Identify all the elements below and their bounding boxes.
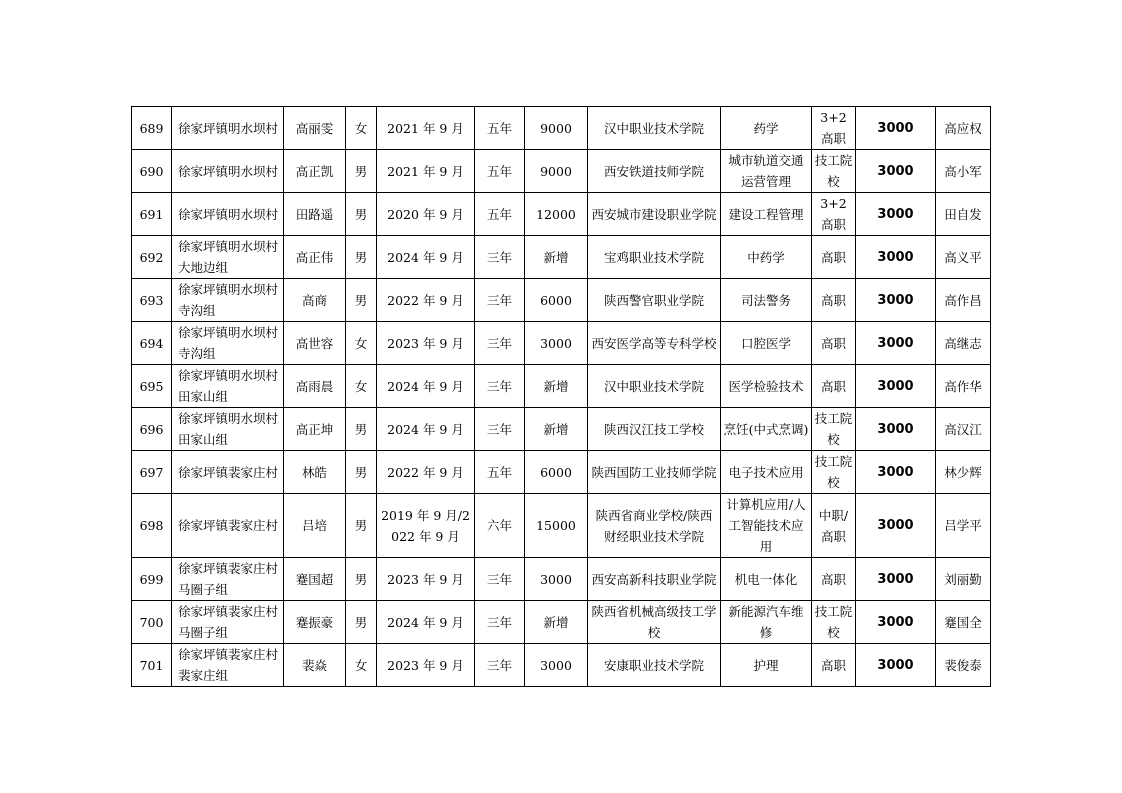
fee-cell: 9000: [525, 150, 588, 193]
gender-cell: 女: [346, 644, 377, 687]
table-body: [132, 107, 991, 687]
study-length-cell: 三年: [475, 236, 525, 279]
study-length-cell: 六年: [475, 494, 525, 558]
subsidy-amount-cell: 3000: [856, 365, 936, 408]
school-cell: 陕西国防工业技师学院: [588, 451, 721, 494]
address-cell: 徐家坪镇裴家庄村: [172, 494, 284, 558]
enrollment-date-cell: 2024 年 9 月: [377, 408, 475, 451]
enrollment-date-cell: 2023 年 9 月: [377, 644, 475, 687]
subsidy-amount-cell: 3000: [856, 408, 936, 451]
row-number-cell: 698: [132, 494, 172, 558]
table-row: [132, 494, 991, 558]
gender-cell: 女: [346, 322, 377, 365]
fee-cell: 6000: [525, 279, 588, 322]
major-cell: 建设工程管理: [721, 193, 812, 236]
level-cell: 技工院校: [812, 150, 856, 193]
address-cell: 徐家坪镇裴家庄村马圈子组: [172, 601, 284, 644]
row-number-cell: 697: [132, 451, 172, 494]
row-number-cell: 696: [132, 408, 172, 451]
school-cell: 汉中职业技术学院: [588, 107, 721, 150]
guardian-cell: 刘丽勤: [936, 558, 991, 601]
subsidy-amount-cell: 3000: [856, 279, 936, 322]
enrollment-date-cell: 2023 年 9 月: [377, 322, 475, 365]
student-name-cell: 田路遥: [284, 193, 346, 236]
enrollment-date-cell: 2024 年 9 月: [377, 236, 475, 279]
row-number-cell: 695: [132, 365, 172, 408]
row-number-cell: 694: [132, 322, 172, 365]
fee-cell: 3000: [525, 558, 588, 601]
fee-cell: 新增: [525, 365, 588, 408]
gender-cell: 女: [346, 365, 377, 408]
level-cell: 高职: [812, 279, 856, 322]
gender-cell: 男: [346, 193, 377, 236]
student-name-cell: 高雨晨: [284, 365, 346, 408]
address-cell: 徐家坪镇明水坝村田家山组: [172, 365, 284, 408]
row-number-cell: 700: [132, 601, 172, 644]
school-cell: 汉中职业技术学院: [588, 365, 721, 408]
school-cell: 陕西汉江技工学校: [588, 408, 721, 451]
school-cell: 西安医学高等专科学校: [588, 322, 721, 365]
student-name-cell: 蹇国超: [284, 558, 346, 601]
student-name-cell: 高正伟: [284, 236, 346, 279]
subsidy-amount-cell: 3000: [856, 236, 936, 279]
guardian-cell: 高小军: [936, 150, 991, 193]
student-name-cell: 林皓: [284, 451, 346, 494]
table-row: [132, 107, 991, 150]
row-number-cell: 699: [132, 558, 172, 601]
guardian-cell: 高应权: [936, 107, 991, 150]
table-row: [132, 644, 991, 687]
major-cell: 司法警务: [721, 279, 812, 322]
guardian-cell: 吕学平: [936, 494, 991, 558]
address-cell: 徐家坪镇明水坝村寺沟组: [172, 322, 284, 365]
enrollment-date-cell: 2023 年 9 月: [377, 558, 475, 601]
guardian-cell: 高作昌: [936, 279, 991, 322]
gender-cell: 男: [346, 236, 377, 279]
fee-cell: 新增: [525, 601, 588, 644]
study-length-cell: 三年: [475, 601, 525, 644]
address-cell: 徐家坪镇裴家庄村: [172, 451, 284, 494]
enrollment-date-cell: 2024 年 9 月: [377, 601, 475, 644]
school-cell: 陕西省商业学校/陕西财经职业技术学院: [588, 494, 721, 558]
guardian-cell: 高继志: [936, 322, 991, 365]
enrollment-date-cell: 2022 年 9 月: [377, 279, 475, 322]
study-length-cell: 五年: [475, 150, 525, 193]
school-cell: 西安城市建设职业学院: [588, 193, 721, 236]
row-number-cell: 692: [132, 236, 172, 279]
table-row: [132, 279, 991, 322]
student-name-cell: 高正凯: [284, 150, 346, 193]
enrollment-date-cell: 2021 年 9 月: [377, 150, 475, 193]
major-cell: 城市轨道交通运营管理: [721, 150, 812, 193]
gender-cell: 男: [346, 494, 377, 558]
gender-cell: 女: [346, 107, 377, 150]
table-row: [132, 365, 991, 408]
major-cell: 医学检验技术: [721, 365, 812, 408]
subsidy-amount-cell: 3000: [856, 644, 936, 687]
study-length-cell: 三年: [475, 408, 525, 451]
major-cell: 烹饪(中式烹调): [721, 408, 812, 451]
subsidy-amount-cell: 3000: [856, 451, 936, 494]
major-cell: 药学: [721, 107, 812, 150]
major-cell: 新能源汽车维修: [721, 601, 812, 644]
address-cell: 徐家坪镇明水坝村: [172, 107, 284, 150]
guardian-cell: 裴俊泰: [936, 644, 991, 687]
major-cell: 中药学: [721, 236, 812, 279]
school-cell: 陕西省机械高级技工学校: [588, 601, 721, 644]
table-row: [132, 408, 991, 451]
address-cell: 徐家坪镇明水坝村寺沟组: [172, 279, 284, 322]
fee-cell: 6000: [525, 451, 588, 494]
subsidy-amount-cell: 3000: [856, 601, 936, 644]
major-cell: 电子技术应用: [721, 451, 812, 494]
enrollment-date-cell: 2024 年 9 月: [377, 365, 475, 408]
fee-cell: 3000: [525, 322, 588, 365]
level-cell: 高职: [812, 322, 856, 365]
guardian-cell: 田自发: [936, 193, 991, 236]
table-row: [132, 451, 991, 494]
address-cell: 徐家坪镇裴家庄村裴家庄组: [172, 644, 284, 687]
level-cell: 高职: [812, 644, 856, 687]
student-name-cell: 蹇振豪: [284, 601, 346, 644]
address-cell: 徐家坪镇裴家庄村马圈子组: [172, 558, 284, 601]
school-cell: 安康职业技术学院: [588, 644, 721, 687]
fee-cell: 15000: [525, 494, 588, 558]
table-row: [132, 558, 991, 601]
major-cell: 机电一体化: [721, 558, 812, 601]
table-row: [132, 150, 991, 193]
study-length-cell: 三年: [475, 322, 525, 365]
fee-cell: 3000: [525, 644, 588, 687]
row-number-cell: 689: [132, 107, 172, 150]
guardian-cell: 蹇国全: [936, 601, 991, 644]
address-cell: 徐家坪镇明水坝村: [172, 193, 284, 236]
guardian-cell: 高作华: [936, 365, 991, 408]
level-cell: 高职: [812, 558, 856, 601]
study-length-cell: 三年: [475, 644, 525, 687]
gender-cell: 男: [346, 451, 377, 494]
level-cell: 3+2 高职: [812, 193, 856, 236]
table-row: [132, 236, 991, 279]
level-cell: 中职/高职: [812, 494, 856, 558]
row-number-cell: 691: [132, 193, 172, 236]
guardian-cell: 高汉江: [936, 408, 991, 451]
gender-cell: 男: [346, 279, 377, 322]
table-row: [132, 601, 991, 644]
level-cell: 技工院校: [812, 451, 856, 494]
fee-cell: 12000: [525, 193, 588, 236]
enrollment-date-cell: 2019 年 9 月/2022 年 9 月: [377, 494, 475, 558]
study-length-cell: 三年: [475, 365, 525, 408]
table-row: [132, 193, 991, 236]
gender-cell: 男: [346, 150, 377, 193]
school-cell: 西安铁道技师学院: [588, 150, 721, 193]
subsidy-amount-cell: 3000: [856, 107, 936, 150]
major-cell: 口腔医学: [721, 322, 812, 365]
enrollment-date-cell: 2021 年 9 月: [377, 107, 475, 150]
table-row: [132, 322, 991, 365]
address-cell: 徐家坪镇明水坝村大地边组: [172, 236, 284, 279]
major-cell: 计算机应用/人工智能技术应用: [721, 494, 812, 558]
student-name-cell: 吕培: [284, 494, 346, 558]
subsidy-amount-cell: 3000: [856, 558, 936, 601]
level-cell: 高职: [812, 236, 856, 279]
student-name-cell: 高丽雯: [284, 107, 346, 150]
student-name-cell: 高商: [284, 279, 346, 322]
major-cell: 护理: [721, 644, 812, 687]
level-cell: 技工院校: [812, 601, 856, 644]
fee-cell: 新增: [525, 408, 588, 451]
gender-cell: 男: [346, 408, 377, 451]
guardian-cell: 林少辉: [936, 451, 991, 494]
level-cell: 技工院校: [812, 408, 856, 451]
address-cell: 徐家坪镇明水坝村: [172, 150, 284, 193]
student-subsidy-table: [131, 106, 991, 687]
school-cell: 宝鸡职业技术学院: [588, 236, 721, 279]
study-length-cell: 三年: [475, 279, 525, 322]
guardian-cell: 高义平: [936, 236, 991, 279]
subsidy-amount-cell: 3000: [856, 193, 936, 236]
student-name-cell: 高世容: [284, 322, 346, 365]
level-cell: 高职: [812, 365, 856, 408]
enrollment-date-cell: 2020 年 9 月: [377, 193, 475, 236]
subsidy-amount-cell: 3000: [856, 494, 936, 558]
study-length-cell: 五年: [475, 193, 525, 236]
row-number-cell: 693: [132, 279, 172, 322]
address-cell: 徐家坪镇明水坝村田家山组: [172, 408, 284, 451]
enrollment-date-cell: 2022 年 9 月: [377, 451, 475, 494]
school-cell: 西安高新科技职业学院: [588, 558, 721, 601]
student-name-cell: 高正坤: [284, 408, 346, 451]
school-cell: 陕西警官职业学院: [588, 279, 721, 322]
subsidy-amount-cell: 3000: [856, 150, 936, 193]
fee-cell: 新增: [525, 236, 588, 279]
student-name-cell: 裴焱: [284, 644, 346, 687]
gender-cell: 男: [346, 601, 377, 644]
fee-cell: 9000: [525, 107, 588, 150]
level-cell: 3+2 高职: [812, 107, 856, 150]
study-length-cell: 三年: [475, 558, 525, 601]
subsidy-amount-cell: 3000: [856, 322, 936, 365]
gender-cell: 男: [346, 558, 377, 601]
row-number-cell: 690: [132, 150, 172, 193]
row-number-cell: 701: [132, 644, 172, 687]
study-length-cell: 五年: [475, 451, 525, 494]
study-length-cell: 五年: [475, 107, 525, 150]
